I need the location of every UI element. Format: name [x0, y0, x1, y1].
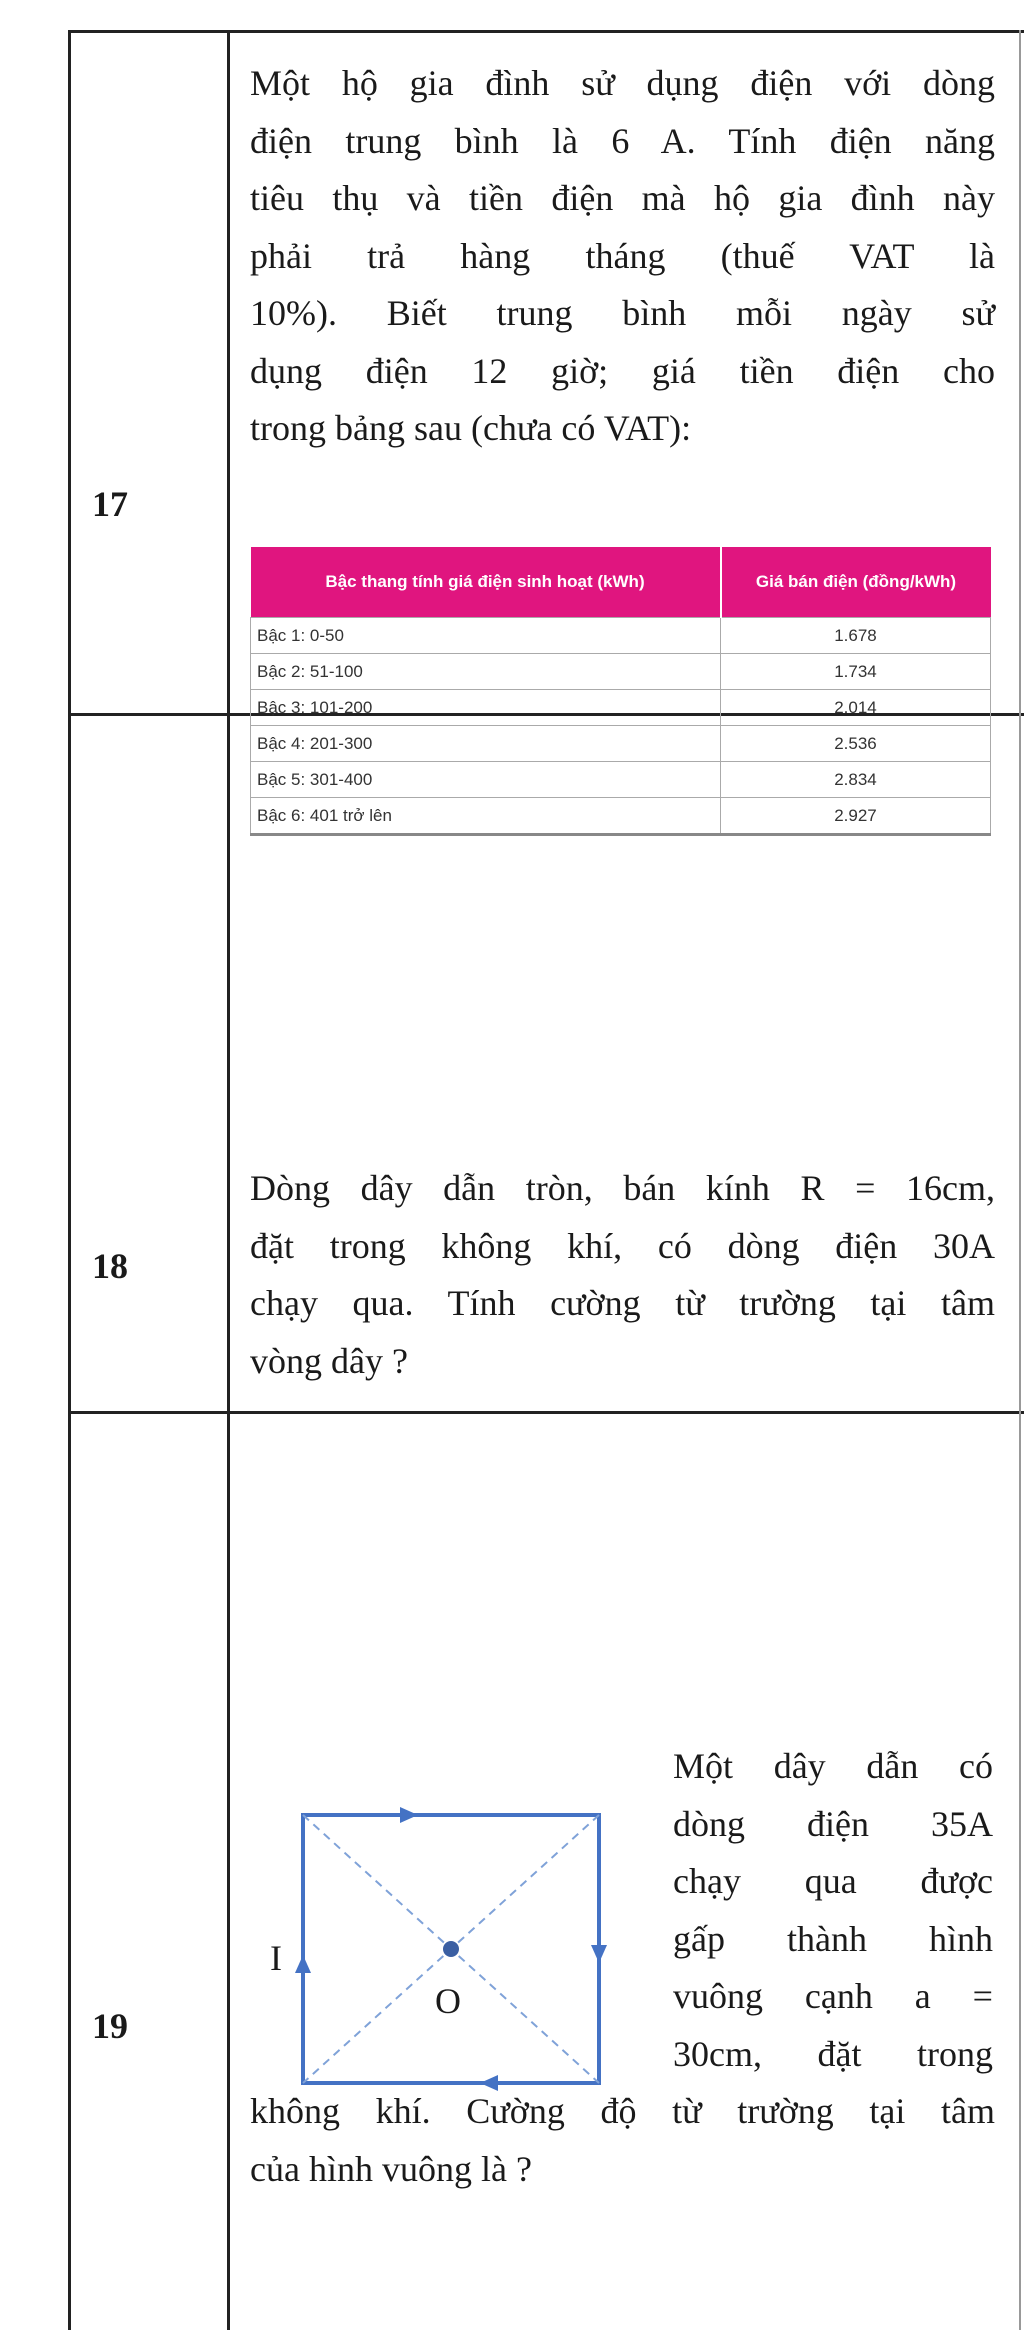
header-price: Giá bán điện (đồng/kWh): [721, 547, 991, 618]
text-line: tiêu thụ và tiền điện mà hộ gia đình này: [250, 178, 995, 218]
text-line: dụng điện 12 giờ; giá tiền điện cho: [250, 350, 995, 391]
tier-cell: Bậc 6: 401 trở lên: [251, 798, 721, 835]
table-row: [251, 618, 991, 654]
text-line: của hình vuông là ?: [250, 2148, 532, 2189]
center-label: O: [435, 1981, 461, 2021]
header-tier: Bậc thang tính giá điện sinh hoạt (kWh): [251, 547, 721, 618]
table-row: [251, 654, 991, 690]
text-line: 10%). Biết trung bình mỗi ngày sử: [250, 293, 995, 333]
question-number-18: 18: [92, 1246, 128, 1286]
question-number-17: 17: [92, 484, 128, 524]
text-line: chạy qua được: [673, 1861, 993, 1901]
text-line: chạy qua. Tính cường từ trường tại tâm: [250, 1283, 995, 1323]
price-cell: 1.734: [721, 654, 991, 690]
tier-cell: Bậc 2: 51-100: [251, 654, 721, 690]
text-line: Một hộ gia đình sử dụng điện với dòng: [250, 63, 995, 103]
text-line: Dòng dây dẫn tròn, bán kính R = 16cm,: [250, 1168, 995, 1208]
row-divider-18-19: [68, 1411, 1024, 1414]
column-divider: [227, 30, 230, 2330]
table-row: [251, 798, 991, 835]
text-line: dòng điện 35A: [673, 1803, 993, 1844]
center-point: [443, 1941, 459, 1957]
question-19-side-text: [673, 1738, 993, 2083]
arrow-top-right-icon: [400, 1807, 418, 1823]
price-table-header: [251, 547, 991, 618]
table-row: [251, 690, 991, 726]
question-number-19: 19: [92, 2006, 128, 2046]
text-line: vuông cạnh a =: [673, 1976, 993, 2016]
arrow-left-up-icon: [295, 1955, 311, 1973]
price-cell: 2.536: [721, 726, 991, 762]
text-line: vòng dây ?: [250, 1340, 408, 1381]
electricity-price-table: [250, 547, 991, 836]
price-cell: 1.678: [721, 618, 991, 654]
text-line: đặt trong không khí, có dòng điện 30A: [250, 1225, 995, 1266]
price-cell: 2.014: [721, 690, 991, 726]
current-label: I: [270, 1938, 282, 1978]
table-row: [251, 726, 991, 762]
question-18-text: [250, 1160, 995, 1390]
text-line: gấp thành hình: [673, 1918, 993, 1959]
square-loop-diagram: [240, 1760, 640, 2120]
table-right-border: [1019, 30, 1021, 2330]
table-row: [251, 762, 991, 798]
text-line: điện trung bình là 6 A. Tính điện năng: [250, 120, 995, 161]
table-left-border: [68, 30, 71, 2330]
text-line: 30cm, đặt trong: [673, 2033, 993, 2074]
tier-cell: Bậc 3: 101-200: [251, 690, 721, 726]
question-19-text: [250, 2083, 995, 2198]
arrow-right-down-icon: [591, 1945, 607, 1963]
price-cell: 2.834: [721, 762, 991, 798]
text-line: không khí. Cường độ từ trường tại tâm: [250, 2091, 995, 2131]
text-line: trong bảng sau (chưa có VAT):: [250, 408, 692, 448]
text-line: Một dây dẫn có: [673, 1746, 993, 1786]
tier-cell: Bậc 5: 301-400: [251, 762, 721, 798]
price-cell: 2.927: [721, 798, 991, 835]
table-top-border: [68, 30, 1024, 33]
question-17-text: [250, 55, 995, 458]
tier-cell: Bậc 1: 0-50: [251, 618, 721, 654]
tier-cell: Bậc 4: 201-300: [251, 726, 721, 762]
text-line: phải trả hàng tháng (thuế VAT là: [250, 235, 995, 276]
